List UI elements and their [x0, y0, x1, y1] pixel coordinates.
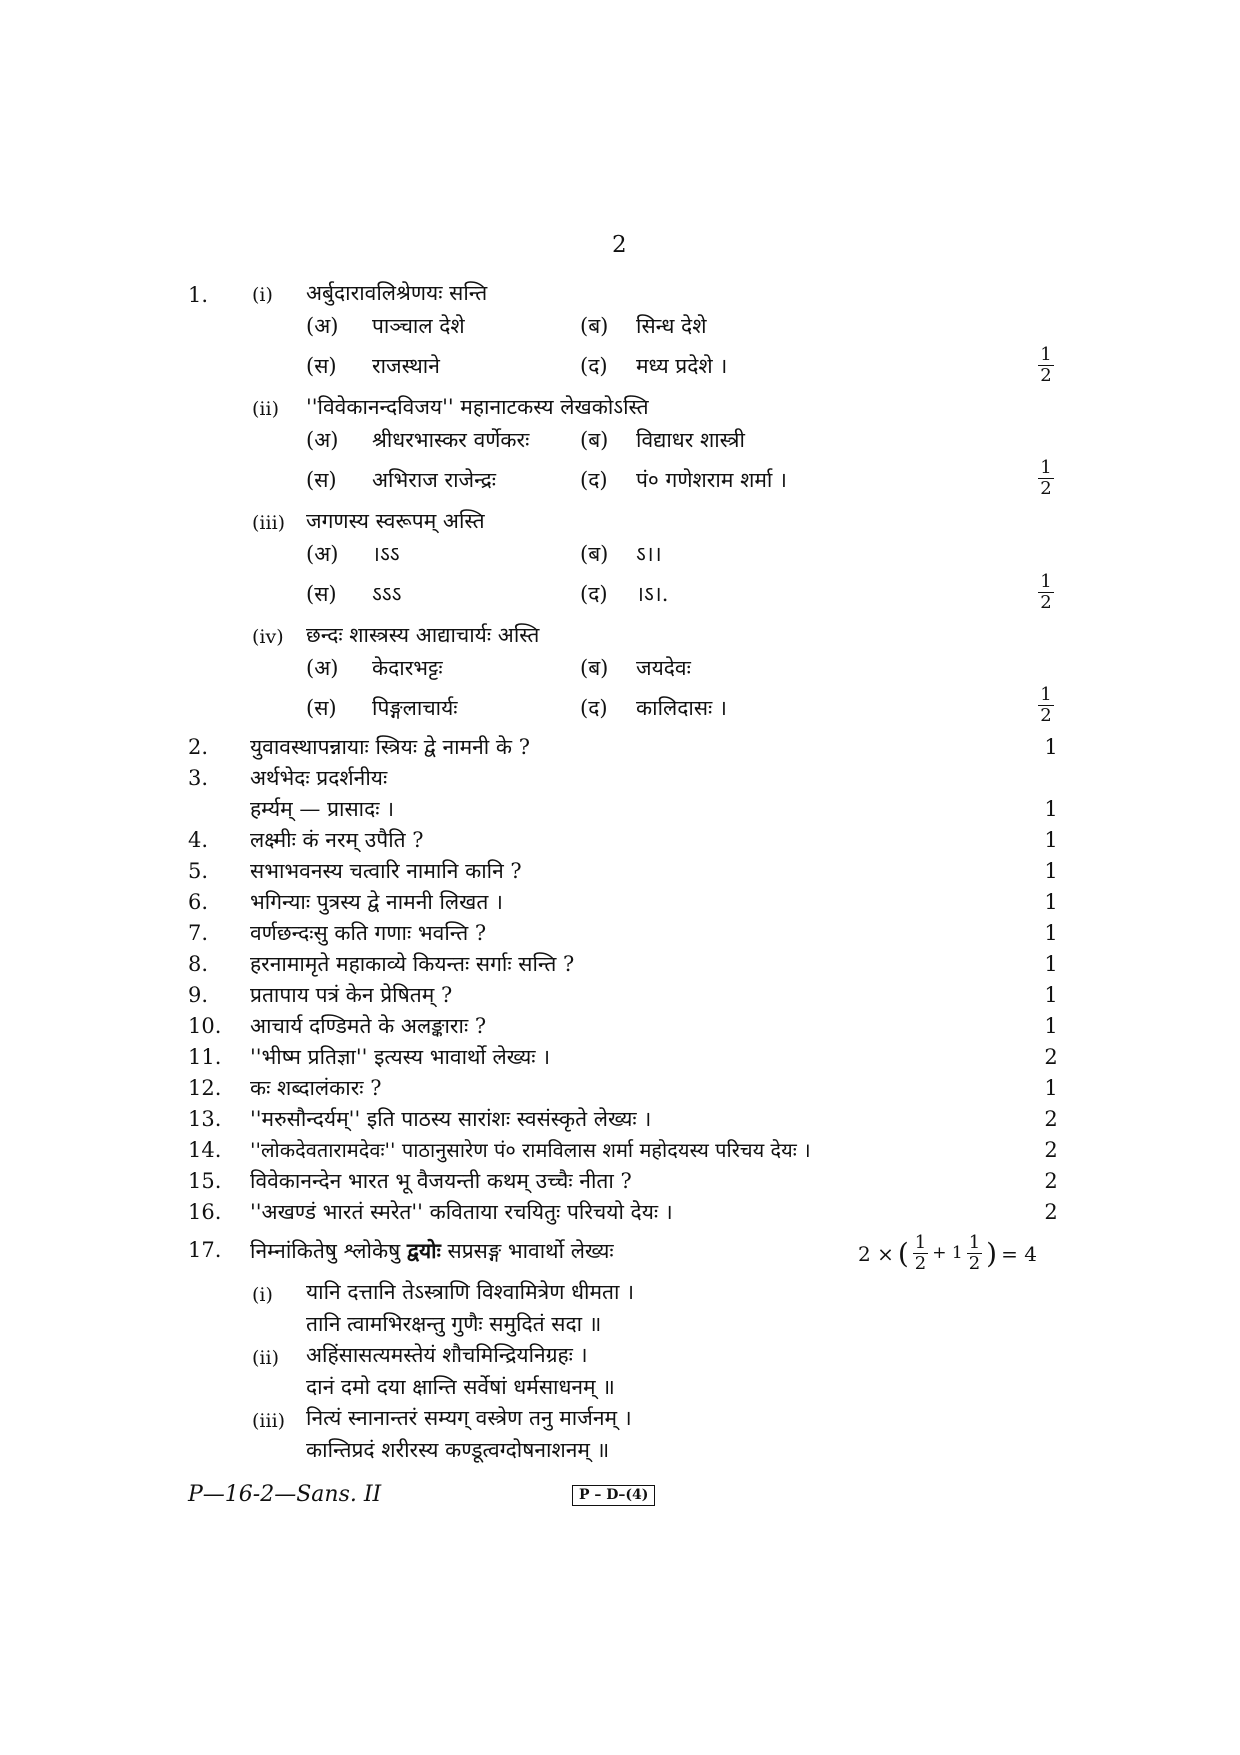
paper-code: P—16-2—Sans. II	[188, 1482, 382, 1507]
question-number: 7.	[188, 921, 209, 945]
option-label: (अ)	[306, 314, 339, 338]
fraction-numerator: 1	[1040, 684, 1052, 705]
option-label: (स)	[306, 696, 337, 720]
question-number: 5.	[188, 859, 209, 883]
question-number: 8.	[188, 952, 209, 976]
q17-text-bold: द्वयोः	[406, 1238, 441, 1263]
option-label: (ब)	[580, 314, 609, 338]
option-label: (ब)	[580, 542, 609, 566]
sub-label: (i)	[252, 284, 273, 306]
question-text: प्रतापाय पत्रं केन प्रेषितम् ?	[250, 983, 453, 1007]
q17-text-before: निम्नांकितेषु श्लोकेषु	[250, 1239, 401, 1263]
option-text: ऽ।।	[636, 542, 662, 566]
option-label: (स)	[306, 468, 337, 492]
option-label: (द)	[580, 696, 608, 720]
verse-label: (ii)	[252, 1347, 279, 1369]
formula-result: = 4	[1001, 1241, 1037, 1266]
question-text: अर्थभेदः प्रदर्शनीयः	[250, 766, 388, 790]
fraction-denominator: 2	[914, 1253, 927, 1274]
print-code-box: P – D–(4)	[572, 1485, 655, 1506]
question-marks: 2	[1044, 1045, 1058, 1069]
question-text: हर्म्यम् — प्रासादः ।	[250, 797, 395, 821]
question-marks: 1	[1044, 1014, 1058, 1038]
question-text: लक्ष्मीः कं नरम् उपैति ?	[250, 828, 424, 852]
question-marks: 2	[1044, 1138, 1058, 1162]
question-marks: 2	[1044, 1169, 1058, 1193]
option-label: (अ)	[306, 656, 339, 680]
sub-question-text: अर्बुदारावलिश्रेणयः सन्ति	[306, 281, 488, 305]
option-label: (ब)	[580, 656, 609, 680]
question-marks: 1	[1044, 952, 1058, 976]
option-label: (द)	[580, 582, 608, 606]
marks-fraction	[1026, 346, 1066, 385]
fraction-numerator: 1	[968, 1232, 981, 1253]
marks-fraction	[1026, 573, 1066, 612]
option-text: सिन्ध देशे	[636, 314, 707, 338]
question-text: सभाभवनस्य चत्वारि नामानि कानि ?	[250, 859, 522, 883]
question-marks: 1	[1044, 828, 1058, 852]
question-marks: 1	[1044, 983, 1058, 1007]
sub-question-text: ''विवेकानन्दविजय'' महानाटकस्य लेखकोऽस्ति	[306, 395, 649, 419]
question-text: ''भीष्म प्रतिज्ञा'' इत्यस्य भावार्थो लेख्यः ।	[250, 1045, 551, 1069]
option-text: विद्याधर शास्त्री	[636, 428, 745, 452]
option-text: पं० गणेशराम शर्मा ।	[636, 468, 787, 492]
q17-text-after: सप्रसङ्ग भावार्थो लेख्यः	[447, 1239, 614, 1263]
fraction-numerator: 1	[914, 1232, 927, 1253]
fraction-numerator: 1	[1040, 457, 1052, 478]
fraction-denominator: 2	[1040, 705, 1052, 726]
option-text: जयदेवः	[636, 656, 691, 680]
marks-fraction	[1026, 686, 1066, 725]
question-number: 9.	[188, 983, 209, 1007]
option-label: (ब)	[580, 428, 609, 452]
question-marks: 1	[1044, 797, 1058, 821]
fraction-numerator: 1	[1040, 571, 1052, 592]
question-marks: 1	[1044, 890, 1058, 914]
option-label: (अ)	[306, 542, 339, 566]
question-text: भगिन्याः पुत्रस्य द्वे नामनी लिखत ।	[250, 890, 503, 914]
option-text: ऽऽऽ	[372, 582, 402, 606]
question-text: ''अखण्डं भारतं स्मरेत'' कविताया रचयितुः परिचयो देयः ।	[250, 1200, 673, 1224]
sub-label: (iv)	[252, 626, 284, 648]
question-text: वर्णछन्दःसु कति गणाः भवन्ति ?	[250, 921, 487, 945]
question-text: विवेकानन्देन भारत भू वैजयन्ती कथम् उच्चैः नीता ?	[250, 1169, 632, 1193]
question-marks: 2	[1044, 1107, 1058, 1131]
question-text: ''लोकदेवतारामदेवः'' पाठानुसारेण पं० रामविलास शर्मा महोदयस्य परिचय देयः ।	[250, 1138, 811, 1162]
formula-plus: + 1	[932, 1243, 963, 1264]
verse-label: (i)	[252, 1284, 273, 1306]
option-label: (द)	[580, 354, 608, 378]
verse-line: नित्यं स्नानान्तरं सम्यग् वस्त्रेण तनु मार्जनम् ।	[306, 1406, 632, 1430]
question-number: 16.	[188, 1200, 222, 1224]
question-number: 6.	[188, 890, 209, 914]
formula-mult: 2 ×	[858, 1241, 894, 1266]
question-marks: 1	[1044, 735, 1058, 759]
option-text: अभिराज राजेन्द्रः	[372, 468, 497, 492]
fraction-denominator: 2	[1040, 365, 1052, 386]
question-number: 10.	[188, 1014, 222, 1038]
option-text: कालिदासः ।	[636, 696, 727, 720]
fraction-denominator: 2	[1040, 478, 1052, 499]
option-label: (स)	[306, 354, 337, 378]
page-number: 2	[612, 232, 627, 258]
marks-fraction	[1026, 459, 1066, 498]
verse-line: दानं दमो दया क्षान्ति सर्वेषां धर्मसाधनम् ॥	[306, 1375, 615, 1399]
question-number: 14.	[188, 1138, 222, 1162]
option-label: (अ)	[306, 428, 339, 452]
sub-label: (iii)	[252, 512, 286, 534]
option-text: ।ऽऽ	[372, 542, 400, 566]
question-marks: 2	[1044, 1200, 1058, 1224]
sub-question-text: छन्दः शास्त्रस्य आद्याचार्यः अस्ति	[306, 623, 540, 647]
question-number: 17.	[188, 1238, 222, 1262]
question-marks: 1	[1044, 921, 1058, 945]
fraction-numerator: 1	[1040, 344, 1052, 365]
question-number: 3.	[188, 766, 209, 790]
question-number: 15.	[188, 1169, 222, 1193]
question-marks: 1	[1044, 859, 1058, 883]
question-text: कः शब्दालंकारः ?	[250, 1076, 382, 1100]
sub-label: (ii)	[252, 398, 279, 420]
option-text: पिङ्गलाचार्यः	[372, 696, 458, 720]
question-text: युवावस्थापन्नायाः स्त्रियः द्वे नामनी के ?	[250, 735, 530, 759]
verse-line: तानि त्वामभिरक्षन्तु गुणैः समुदितं सदा ॥	[306, 1312, 602, 1336]
question-text: आचार्य दण्डिमते के अलङ्काराः ?	[250, 1014, 487, 1038]
option-text: राजस्थाने	[372, 354, 440, 378]
fraction-denominator: 2	[1040, 592, 1052, 613]
verse-line: कान्तिप्रदं शरीरस्य कण्डूत्वग्दोषनाशनम् ॥	[306, 1438, 610, 1462]
option-text: मध्य प्रदेशे ।	[636, 354, 728, 378]
formula-close-paren: )	[986, 1236, 998, 1270]
question-text: ''मरुसौन्दर्यम्'' इति पाठस्य सारांशः स्वसंस्कृते लेख्यः ।	[250, 1107, 652, 1131]
question-number: 1.	[188, 283, 209, 307]
question-text	[250, 1238, 614, 1264]
question-number: 12.	[188, 1076, 222, 1100]
question-number: 11.	[188, 1045, 222, 1069]
verse-line: अहिंसासत्यमस्तेयं शौचमिन्द्रियनिग्रहः ।	[306, 1343, 588, 1367]
option-text: ।ऽ।.	[636, 582, 669, 606]
option-label: (स)	[306, 582, 337, 606]
formula-open-paren: (	[897, 1236, 909, 1270]
verse-line: यानि दत्तानि तेऽस्त्राणि विश्वामित्रेण धीमता ।	[306, 1280, 635, 1304]
question-number: 2.	[188, 735, 209, 759]
fraction-denominator: 2	[968, 1253, 981, 1274]
option-text: केदारभट्टः	[372, 656, 443, 680]
question-number: 13.	[188, 1107, 222, 1131]
sub-question-text: जगणस्य स्वरूपम् अस्ति	[306, 509, 485, 533]
question-marks: 1	[1044, 1076, 1058, 1100]
question-number: 4.	[188, 828, 209, 852]
option-label: (द)	[580, 468, 608, 492]
option-text: पाञ्चाल देशे	[372, 314, 465, 338]
verse-label: (iii)	[252, 1410, 286, 1432]
marks-formula	[858, 1234, 1037, 1273]
question-text: हरनामामृते महाकाव्ये कियन्तः सर्गाः सन्ति ?	[250, 952, 575, 976]
option-text: श्रीधरभास्कर वर्णेकरः	[372, 428, 530, 452]
